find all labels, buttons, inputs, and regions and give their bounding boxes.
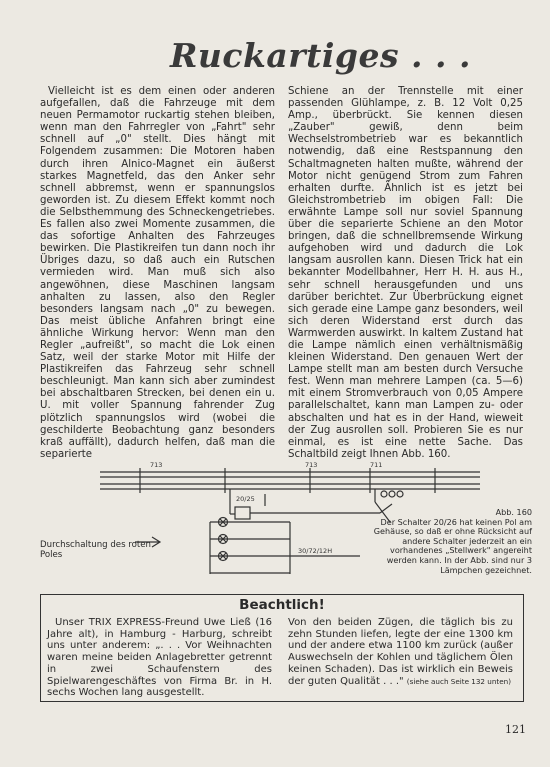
article-left-column [40, 86, 275, 461]
notice-right-column [288, 617, 513, 687]
page-number: 121 [505, 723, 526, 736]
figure-number: Abb. 160 [495, 507, 532, 517]
switch-box [235, 507, 250, 519]
figure-caption-text: Der Schalter 20/26 hat keinen Pol am Gehäuse, so daß er ohne Rücksicht auf andere Schalter jederzeit an ein vorhandenes „Stellwerk" angereiht werden kann. In der Abb. sind nur 3 Lämpchen gezeichnet. [373, 516, 532, 575]
figure-left-caption: Durchschaltung des roten Poles [40, 540, 151, 560]
notice-right-text: Von den beiden Zügen, die täglich bis zu zehn Stunden liefen, legte der eine 1300 km und der andere etwa 1100 km zurück (außer Auswechseln der Kohlen und täglichem Ölen keinen Schaden). Das ist wirklich ein Beweis der guten Qualität . . ." [288, 617, 513, 687]
contact-1 [381, 491, 387, 497]
track-label-713-b: 713 [305, 462, 318, 469]
switch-label: 20/25 [236, 495, 255, 503]
left-column-text: Vielleicht ist es dem einen oder anderen aufgefallen, daß die Fahrzeuge mit dem neuen Permamotor ruckartig stehen bleiben, wenn man den Fahrregler von „Fahrt" sehr schnell auf „0" stellt. Dies hängt mit Folgendem zusammen: Die Motoren haben durch ihren Alnico-Magnet ein äußerst starkes Magnetfeld, das den Anker sehr schnell abbremst, wenn er spannungslos geworden ist. Zu diesem Effekt kommt noch die Selbsthemmung des Schneckengetriebes. Es fallen also zwei Momente zusammen, die das sofortige Anhalten des Fahrzeuges bewirken. Die Plastikreifen tun dann noch ihr Übriges dazu, so daß auch ein Rutschen vermieden wird. Man muß sich also angewöhnen, diese Maschinen langsam anhalten zu lassen, also den Regler besonders langsam nach „0" zu bewegen. Das meist übliche Anfahren bringt eine ähnliche Wirkung hervor: Wenn man den Regler „aufreißt", so macht die Lok einen Satz, weil der starke Motor mit Hilfe der Plastikreifen das Fahrzeug sehr schnell beschleunigt. Man kann sich aber zumindest bei abschaltbaren Strecken, bei denen ein u. U. mit voller Spannung fahrender Zug plötzlich spannungslos wird (wobei die geschilderte Beobachtung ganz besonders kraß auffällt), dadurch helfen, daß man die separierte [40, 86, 275, 460]
figure-caption [372, 508, 532, 575]
article-right-column [288, 86, 523, 461]
track-label-713-a: 713 [150, 462, 163, 469]
notice-right-paragraph [288, 617, 513, 687]
notice-see-also: (siehe auch Seite 132 unten) [406, 676, 511, 686]
lamp-label: 30/72/12H [298, 547, 333, 555]
right-column-text: Schiene an der Trennstelle mit einer passenden Glühlampe, z. B. 12 Volt 0,25 Amp., überbrückt. Sie kennen diesen „Zauber" gewiß, denn beim Wechselstrombetrieb war es bekanntlich notwendig, daß eine Restspannung den Schaltmagneten halten mußte, während der Motor nicht genügend Strom zum Fahren erhalten durfte. Ähnlich ist es jetzt bei Gleichstrombetrieb im obigen Fall: Die erwähnte Lampe soll nur soviel Spannung über die separierte Schiene an den Motor bringen, daß die schnellbremsende Wirkung aufgehoben wird und dadurch die Lok langsam ausrollen kann. Diesen Trick hat ein bekannter Modellbahner, Herr H. H. aus H., sehr schnell herausgefunden und uns darüber berichtet. Zur Überbrückung eignet sich gerade eine Lampe ganz besonders, weil sich deren Widerstand erst durch das Warmwerden auswirkt. In kaltem Zustand hat die Lampe nämlich einen verhältnismäßig kleinen Widerstand. Den genauen Wert der Lampe stellt man am besten durch Versuche fest. Wenn man mehrere Lampen (ca. 5—6) mit einem Stromverbrauch von 0,05 Ampere parallelschaltet, kann man Lampen zu- oder abschalten und hat es in der Hand, wieweit der Zug ausrollen soll. Probieren Sie es nur einmal, es ist eine nette Sache. Das Schaltbild zeigt Ihnen Abb. 160. [288, 86, 523, 460]
track-label-711: 711 [370, 462, 383, 469]
contact-3 [397, 491, 403, 497]
contact-2 [389, 491, 395, 497]
notice-box [40, 594, 524, 702]
notice-title: Beachtlich! [239, 597, 325, 613]
notice-left-text: Unser TRIX EXPRESS-Freund Uwe Ließ (16 Jahre alt), in Hamburg - Harburg, schreibt uns unter anderem: „. . . Vor Weihnachten waren meine beiden Anlagebretter getrennt in zwei Schaufenstern des Spielwarengeschäftes von Firma Br. in H. sechs Wochen lang ausgestellt. [47, 617, 272, 699]
article-heading: Ruckartiges . . . [170, 36, 472, 75]
notice-left-column [47, 617, 272, 699]
